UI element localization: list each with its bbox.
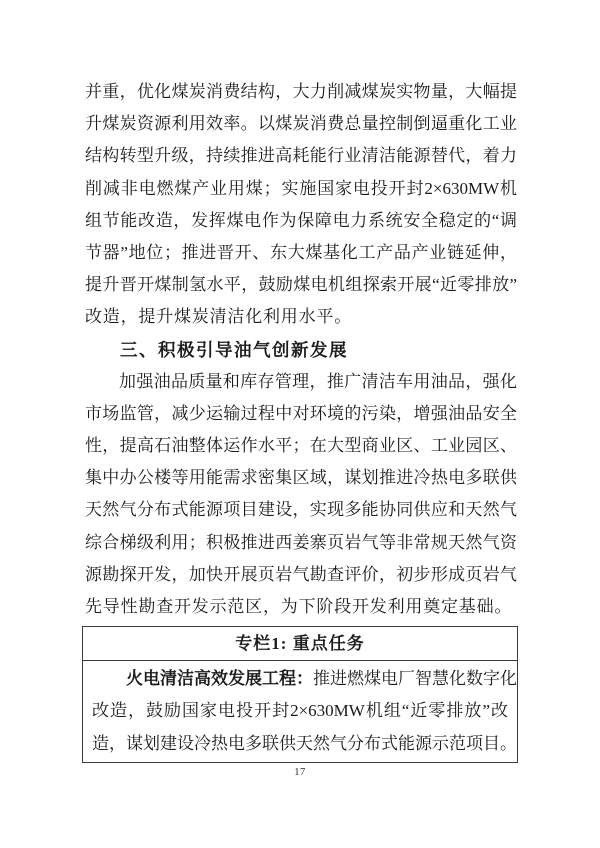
section-heading-oil-gas: 三、积极引导油气创新发展 (120, 339, 348, 360)
text-line: 性，提高石油整体运作水平；在大型商业区、工业园区、 (85, 436, 517, 456)
key-tasks-box-body (83, 661, 517, 762)
text-line: 削减非电燃煤产业用煤；实施国家电投开封2×630MW机 (85, 178, 517, 198)
text-line: 源勘探开发，加快开展页岩气勘查评价，初步形成页岩气 (85, 564, 517, 584)
paragraph-oil-gas (85, 366, 517, 624)
key-tasks-box-title: 专栏1: 重点任务 (83, 627, 517, 661)
text-line: 节器”地位；推进晋开、东大煤基化工产品产业链延伸， (85, 242, 517, 262)
text-line: 改造，鼓励国家电投开封2×630MW机组“近零排放”改 (92, 701, 508, 721)
key-tasks-box (82, 626, 518, 763)
text-line: 市场监管，减少运输过程中对环境的污染，增强油品安全 (85, 403, 517, 423)
text-line: 提升晋开煤制氢水平，鼓励煤电机组探索开展“近零排放” (85, 275, 517, 295)
paragraph-coal-consumption (85, 76, 517, 334)
page-content (85, 76, 517, 763)
text-line: 先导性勘查开发示范区，为下阶段开发利用奠定基础。 (85, 597, 513, 616)
text-line: 改造，提升煤炭清洁化利用水平。 (85, 307, 352, 327)
text-line: 集中办公楼等用能需求密集区域，谋划推进冷热电多联供 (85, 468, 517, 488)
text-line: 综合梯级利用；积极推进西姜寨页岩气等非常规天然气资 (85, 532, 517, 552)
text-line: 加强油品质量和库存管理，推广清洁车用油品，强化 (119, 371, 517, 391)
text-line: 造，谋划建设冷热电多联供天然气分布式能源示范项目。 (92, 733, 517, 753)
text-line: 结构转型升级，持续推进高耗能行业清洁能源替代，着力 (85, 146, 517, 166)
page-number: 17 (294, 767, 306, 778)
text-line: 组节能改造，发挥煤电作为保障电力系统安全稳定的“调 (85, 210, 517, 230)
text-line: 火电清洁高效发展工程：推进燃煤电厂智慧化数字化 (126, 669, 517, 689)
text-line: 升煤炭资源利用效率。以煤炭消费总量控制倒逼重化工业 (85, 114, 517, 134)
text-line: 天然气分布式能源项目建设，实现多能协同供应和天然气 (85, 500, 517, 520)
text-line: 并重，优化煤炭消费结构，大力削减煤炭实物量，大幅提 (85, 82, 517, 101)
